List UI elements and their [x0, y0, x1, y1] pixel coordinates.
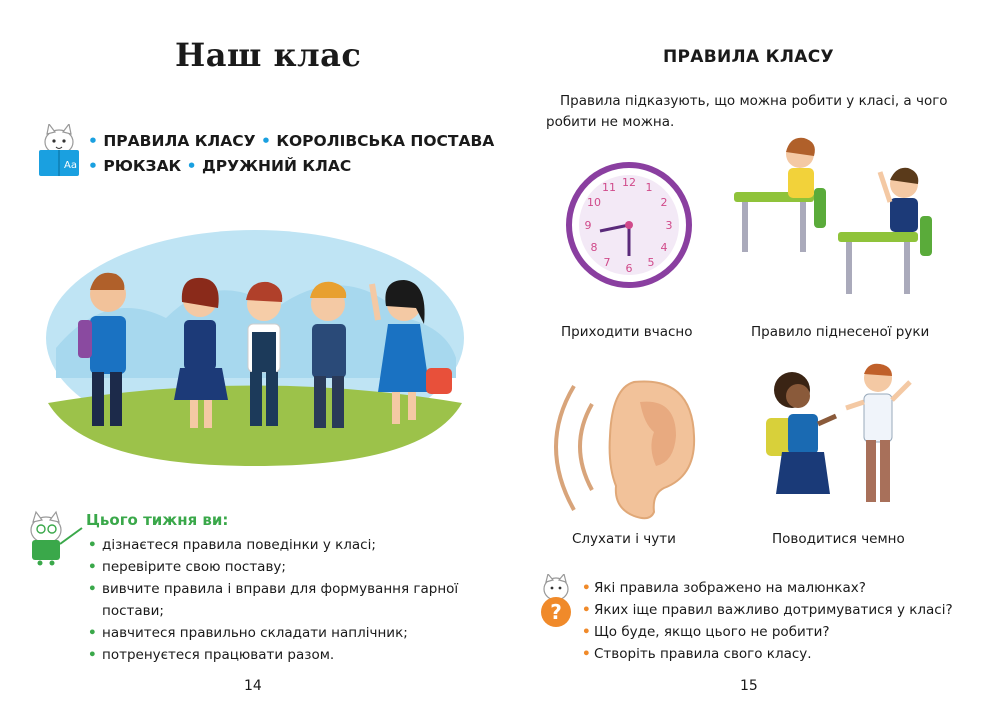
- topics-list: • ПРАВИЛА КЛАСУ • КОРОЛІВСЬКА ПОСТАВА • РЮКЗАК • ДРУЖНИЙ КЛАС: [88, 132, 495, 175]
- clock-number: 1: [645, 181, 653, 194]
- list-item: • перевірите свою поставу;: [88, 556, 468, 578]
- children-illustration: [46, 228, 464, 470]
- clock-number: 12: [622, 176, 636, 189]
- page-title: Наш клас: [175, 36, 362, 74]
- topic-posture: КОРОЛІВСЬКА ПОСТАВА: [276, 132, 495, 150]
- clock-number: 7: [603, 256, 611, 269]
- list-item: • дізнаєтеся правила поведінки у класі;: [88, 534, 468, 556]
- clock-number: 4: [660, 241, 668, 254]
- rule-caption: Слухати і чути: [572, 531, 676, 547]
- rule-caption: Поводитися чемно: [772, 531, 905, 547]
- book-label: Aa: [64, 160, 77, 171]
- list-item: • навчитеся правильно складати наплічник;: [88, 622, 468, 644]
- raised-hand-illustration: [728, 132, 954, 302]
- topic-friendly-class: ДРУЖНИЙ КЛАС: [201, 157, 352, 175]
- svg-text:?: ?: [550, 600, 562, 624]
- question-cat-icon: [534, 574, 578, 630]
- list-item: • Створіть правила свого класу.: [582, 643, 992, 665]
- clock-number: 11: [602, 181, 616, 194]
- page-number: 15: [740, 678, 758, 694]
- clock-number: 9: [584, 219, 592, 232]
- list-item: • Які правила зображено на малюнках?: [582, 577, 992, 599]
- clock-number: 10: [587, 196, 601, 209]
- right-page: [500, 0, 1000, 721]
- rule-caption: Приходити вчасно: [561, 324, 693, 340]
- list-item: • Яких іще правил важливо дотримуватися у класі?: [582, 599, 992, 621]
- topic-class-rules: ПРАВИЛА КЛАСУ: [103, 132, 256, 150]
- page-number: 14: [244, 678, 262, 694]
- clock-number: 8: [590, 241, 598, 254]
- questions-list: [582, 577, 992, 665]
- intro-paragraph: Правила підказують, що можна робити у класі, а чого робити не можна.: [546, 93, 948, 130]
- clock-icon: [566, 162, 692, 288]
- polite-children-illustration: [754, 362, 924, 518]
- rule-caption: Правило піднесеної руки: [751, 324, 930, 340]
- week-goals-list: [88, 534, 468, 666]
- ear-icon: [544, 376, 704, 522]
- section-title: ПРАВИЛА КЛАСУ: [663, 47, 834, 67]
- list-item: • Що буде, якщо цього не робити?: [582, 621, 992, 643]
- week-heading: Цього тижня ви:: [86, 511, 229, 529]
- clock-number: 5: [647, 256, 655, 269]
- list-item: • вивчите правила і вправи для формування гарної постави;: [88, 578, 468, 622]
- topic-backpack: РЮКЗАК: [103, 157, 182, 175]
- clock-number: 3: [665, 219, 673, 232]
- list-item: • потренуєтеся працювати разом.: [88, 644, 468, 666]
- clock-number: 2: [660, 196, 668, 209]
- cat-teacher-icon: [24, 510, 84, 566]
- clock-number: 6: [625, 262, 633, 275]
- cat-reading-icon: [34, 124, 84, 180]
